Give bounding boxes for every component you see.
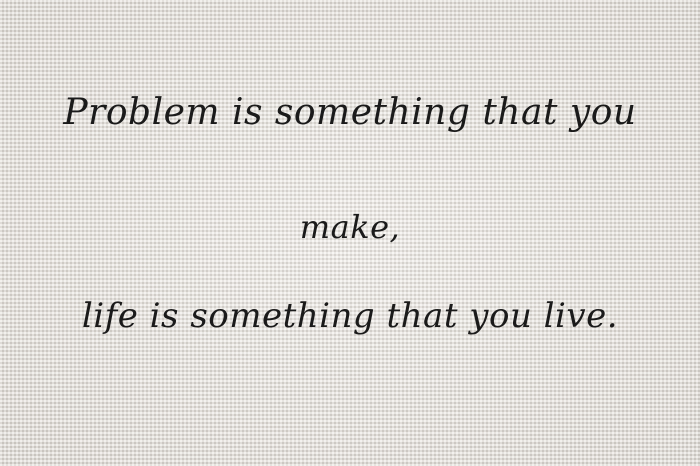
- quote-line-1: Problem is something that you: [63, 92, 637, 133]
- quote-line-2: make,: [299, 208, 401, 246]
- quote-line-3: life is something that you live.: [81, 296, 619, 336]
